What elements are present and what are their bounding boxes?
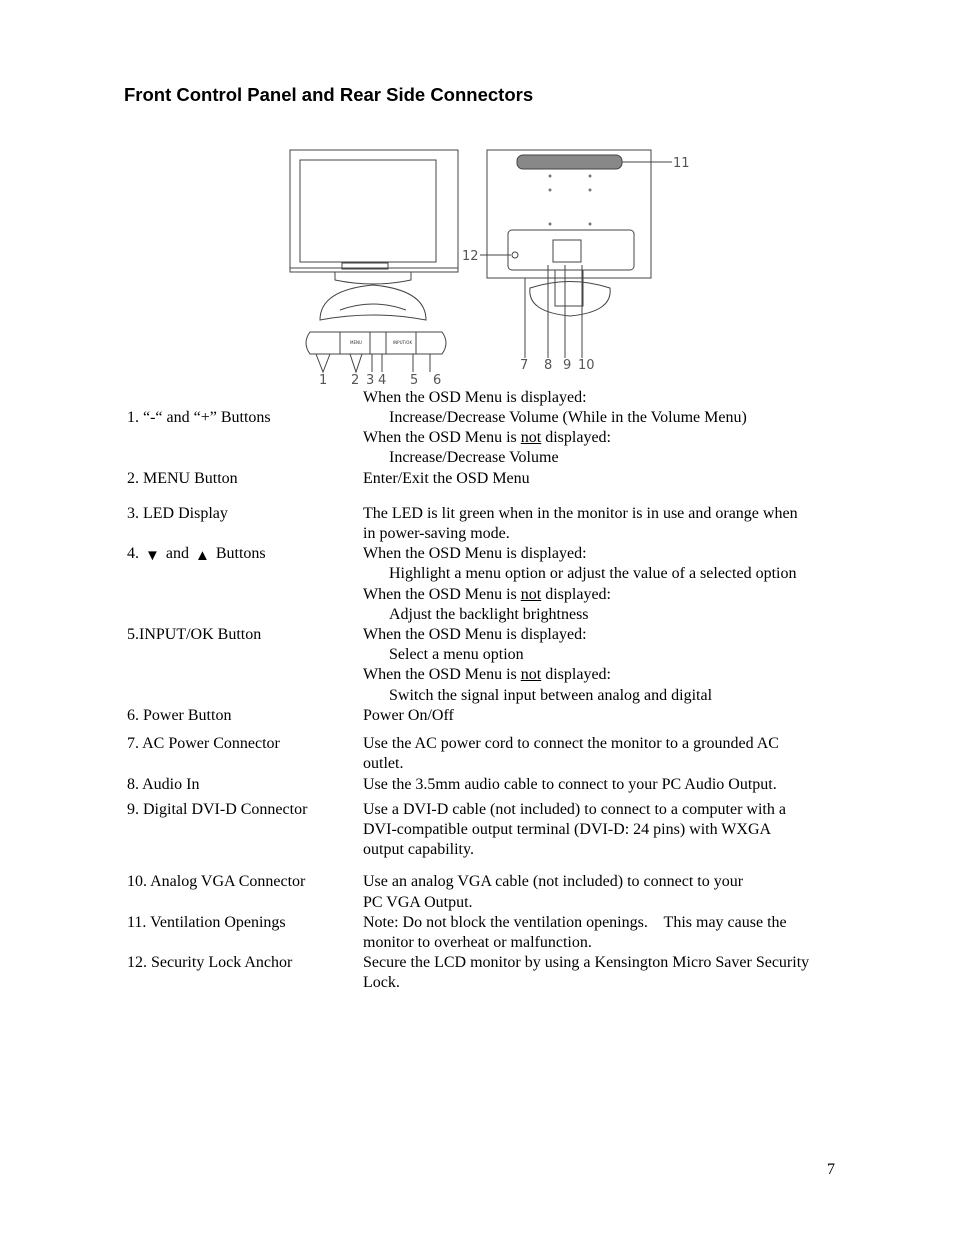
row-5-desc-4: Switch the signal input between analog and digital (389, 687, 713, 704)
monitor-diagram (280, 140, 700, 392)
row-9-desc-2: DVI-compatible output terminal (DVI-D: 24 pins) with WXGA (363, 821, 772, 838)
row-4-desc-3: When the OSD Menu is not displayed: (363, 586, 611, 603)
row-9-label: 9. Digital DVI-D Connector (127, 801, 308, 818)
row-5-desc-3: When the OSD Menu is not displayed: (363, 666, 611, 683)
panel-text-labels (350, 340, 412, 345)
row-9-desc-3: output capability. (363, 841, 474, 858)
front-monitor-drawing (290, 150, 458, 320)
row-1-desc-4: Increase/Decrease Volume (389, 449, 559, 466)
callout-2: 2 (351, 373, 360, 388)
row-3-label: 3. LED Display (127, 505, 228, 522)
row-4-desc-1: When the OSD Menu is displayed: (363, 545, 587, 562)
row-1-label: 1. “-“ and “+” Buttons (127, 409, 271, 426)
row-2-label: 2. MENU Button (127, 470, 238, 487)
row-8-desc-1: Use the 3.5mm audio cable to connect to your PC Audio Output. (363, 776, 777, 793)
panel-label-input-ok: INPUT/OK (393, 340, 413, 345)
row-2-desc-1: Enter/Exit the OSD Menu (363, 470, 530, 487)
row-10-desc-2: PC VGA Output. (363, 894, 473, 911)
callout-8: 8 (544, 358, 553, 373)
callout-6: 6 (433, 373, 442, 388)
row-8-label: 8. Audio In (127, 776, 200, 793)
row-4-desc-4: Adjust the backlight brightness (389, 606, 589, 623)
row-11-label: 11. Ventilation Openings (127, 914, 286, 931)
row-7-desc-2: outlet. (363, 755, 404, 772)
row-12-label: 12. Security Lock Anchor (127, 954, 293, 971)
page-number: 7 (827, 1161, 835, 1178)
row-9-desc-1: Use a DVI-D cable (not included) to connect to a computer with a (363, 801, 786, 818)
row-10-label: 10. Analog VGA Connector (127, 873, 306, 890)
panel-label-menu: MENU (350, 340, 362, 345)
callout-9: 9 (563, 358, 572, 373)
front-control-panel-drawing (306, 332, 446, 372)
row-3-desc-2: in power-saving mode. (363, 525, 510, 542)
down-triangle-icon: ▼ (145, 548, 160, 564)
row-3-desc-1: The LED is lit green when in the monitor is in use and orange when (363, 505, 798, 522)
callout-12: 12 (462, 249, 479, 264)
row-5-desc-1: When the OSD Menu is displayed: (363, 626, 587, 643)
row-5-desc-2: Select a menu option (389, 646, 524, 663)
section-heading: Front Control Panel and Rear Side Connectors (124, 84, 534, 105)
row-4-label: 4. ▼ and ▲ Buttons (127, 545, 266, 564)
callout-10: 10 (578, 358, 595, 373)
row-10-desc-1: Use an analog VGA cable (not included) to connect to your (363, 873, 744, 890)
row-12-desc-1: Secure the LCD monitor by using a Kensington Micro Saver Security (363, 954, 810, 971)
row-1-desc-1: When the OSD Menu is displayed: (363, 389, 587, 406)
row-1-desc-2: Increase/Decrease Volume (While in the Volume Menu) (389, 409, 747, 426)
row-7-label: 7. AC Power Connector (127, 735, 280, 752)
callout-3: 3 (366, 373, 375, 388)
row-7-desc-1: Use the AC power cord to connect the monitor to a grounded AC (363, 735, 779, 752)
callout-4: 4 (378, 373, 387, 388)
row-1-desc-3: When the OSD Menu is not displayed: (363, 429, 611, 446)
up-triangle-icon: ▲ (194, 548, 210, 564)
row-12-desc-2: Lock. (363, 974, 400, 991)
row-4-desc-2: Highlight a menu option or adjust the value of a selected option (389, 565, 797, 582)
row-11-desc-1: Note: Do not block the ventilation openings. This may cause the (363, 914, 787, 931)
callout-1: 1 (319, 373, 328, 388)
row-6-label: 6. Power Button (127, 707, 232, 724)
row-6-desc-1: Power On/Off (363, 707, 454, 724)
rear-monitor-drawing (480, 150, 672, 358)
callout-11: 11 (673, 156, 690, 171)
row-5-label: 5.INPUT/OK Button (127, 626, 262, 643)
callout-5: 5 (410, 373, 419, 388)
row-11-desc-2: monitor to overheat or malfunction. (363, 934, 592, 951)
callout-7: 7 (520, 358, 529, 373)
